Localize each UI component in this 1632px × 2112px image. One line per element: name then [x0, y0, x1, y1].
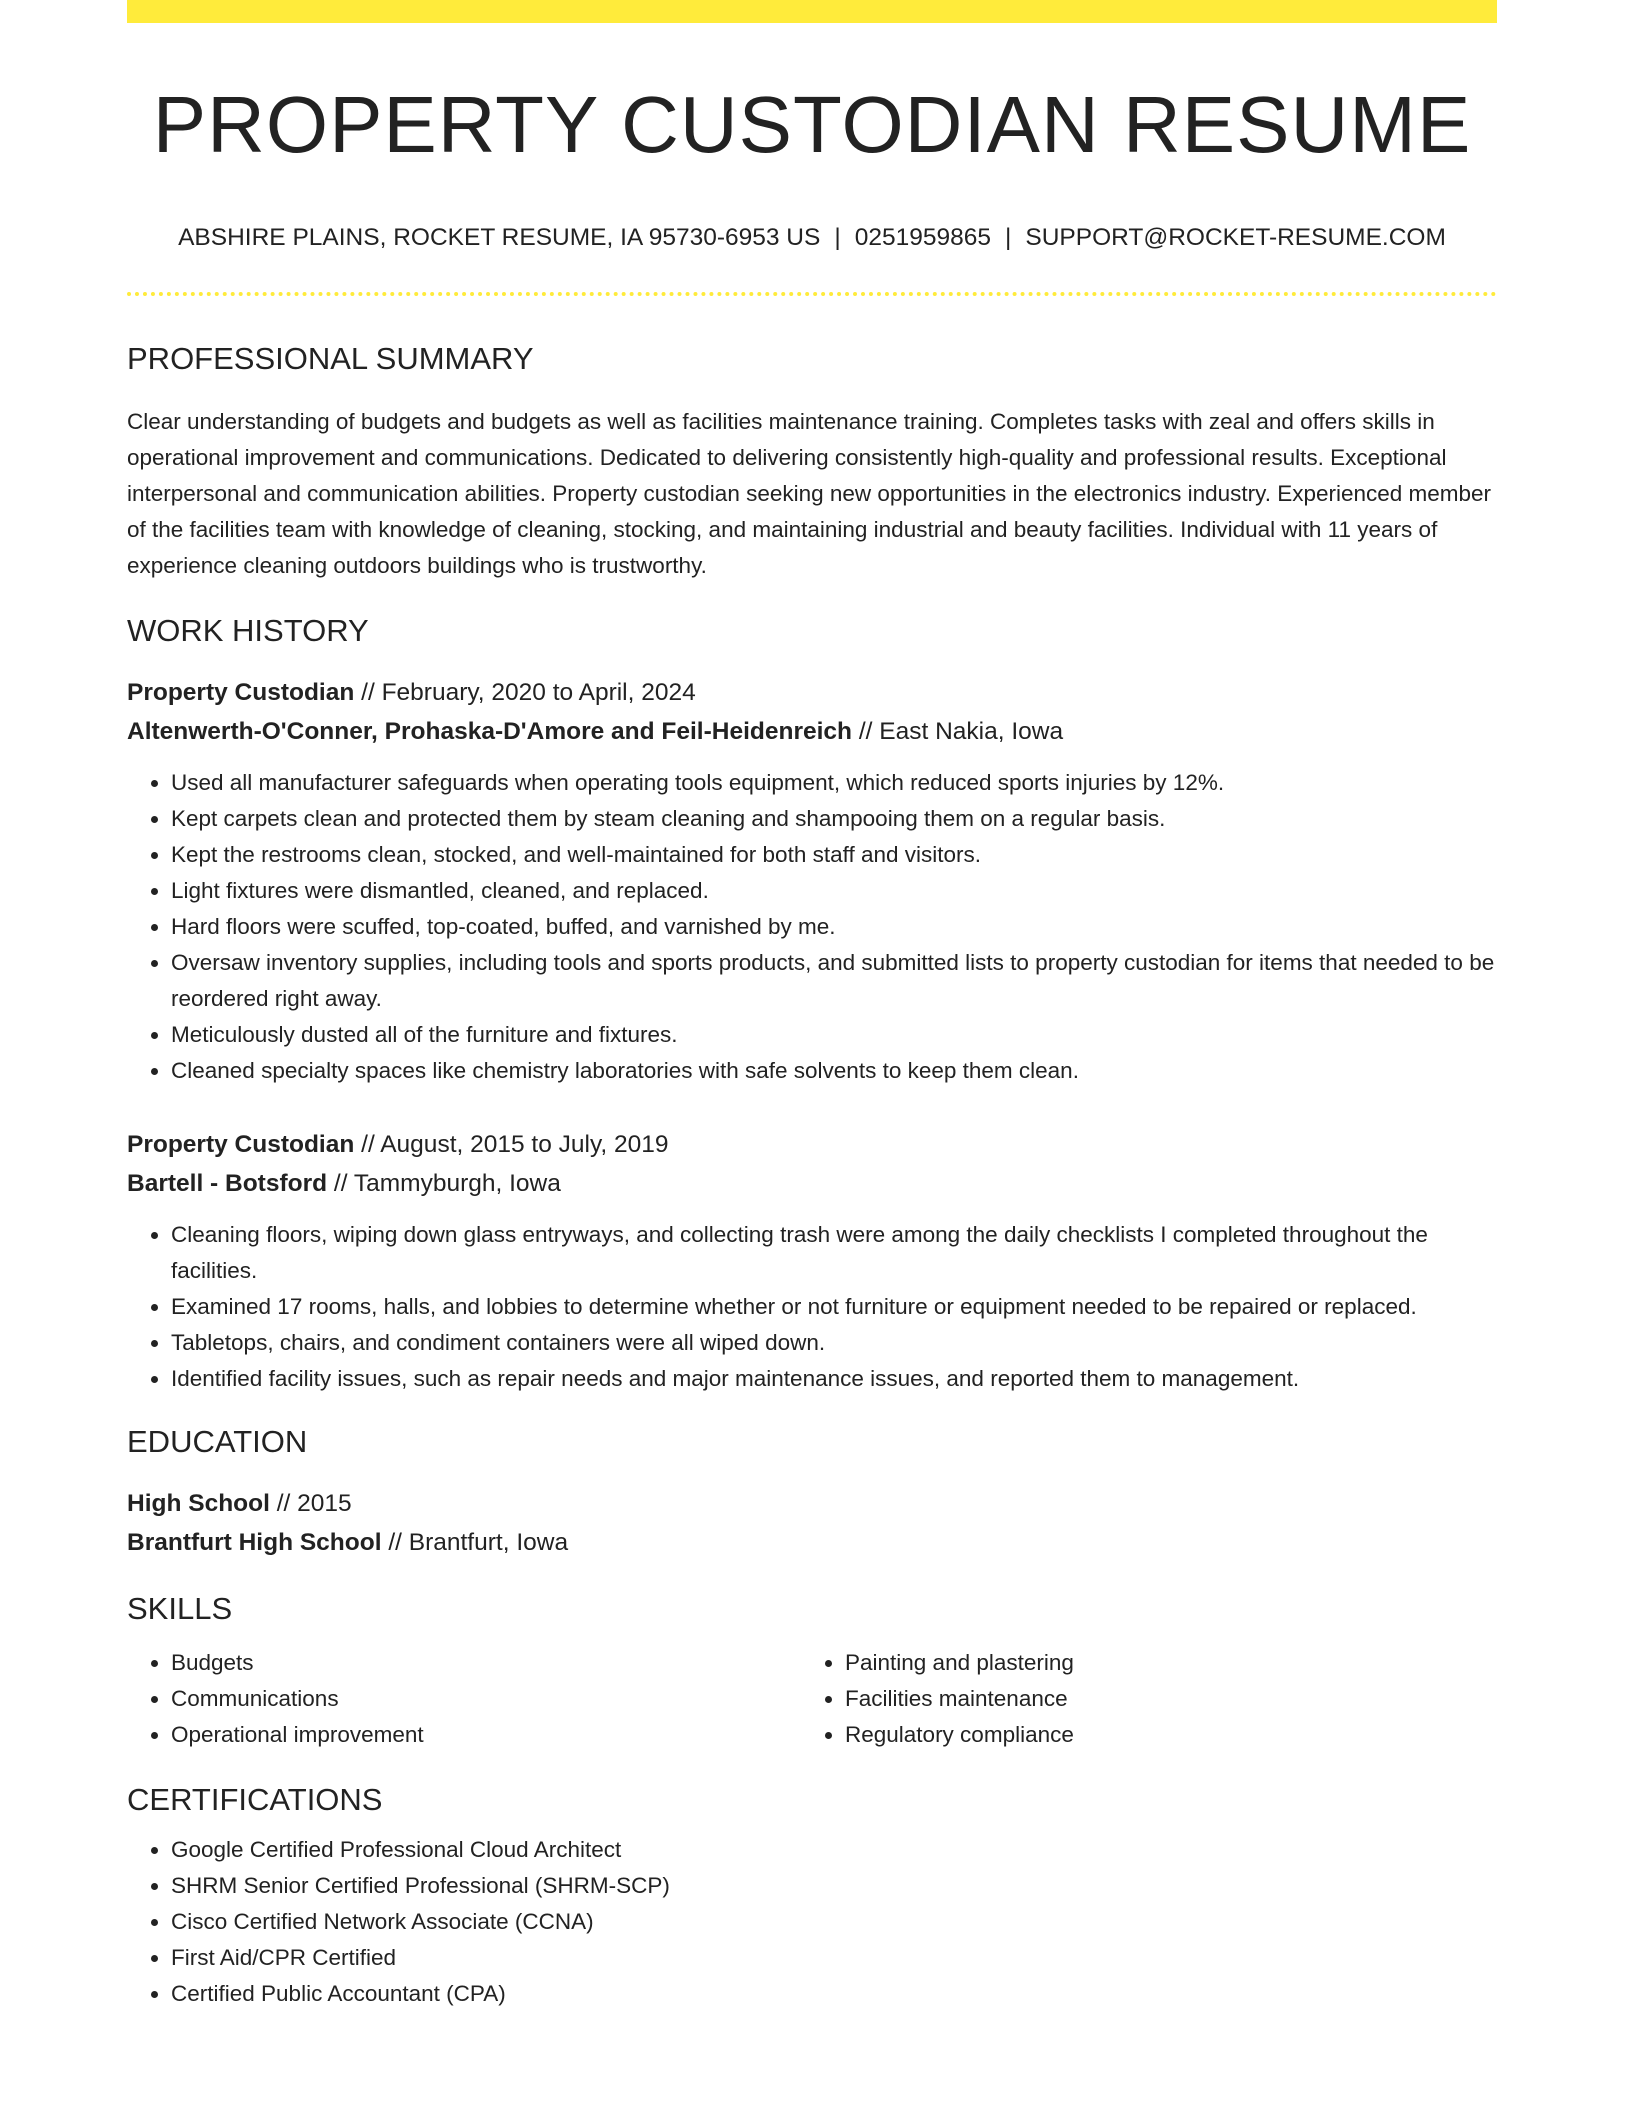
- job-company-line: [127, 712, 1497, 751]
- list-item: • Tabletops, chairs, and condiment containers were all wiped down.: [171, 1325, 1497, 1361]
- skills-left-column: [127, 1645, 801, 1753]
- list-item: • Used all manufacturer safeguards when operating tools equipment, which reduced sports injuries by 12%.: [171, 765, 1497, 801]
- list-item: • Kept carpets clean and protected them by steam cleaning and shampooing them on a regular basis.: [171, 801, 1497, 837]
- contact-email[interactable]: SUPPORT@ROCKET-RESUME.COM: [1025, 224, 1446, 251]
- list-item: • Oversaw inventory supplies, including tools and sports products, and submitted lists to property custodian for items that needed to be reordered right away.: [171, 945, 1497, 1017]
- job-location: // East Nakia, Iowa: [852, 717, 1064, 745]
- job-role: Property Custodian: [127, 678, 355, 706]
- list-item: • Kept the restrooms clean, stocked, and well-maintained for both staff and visitors.: [171, 837, 1497, 873]
- job-entry: [127, 1125, 1497, 1397]
- list-item: • Communications: [171, 1681, 801, 1717]
- job-role: Property Custodian: [127, 1130, 355, 1158]
- job-company-line: [127, 1164, 1497, 1203]
- list-item: • SHRM Senior Certified Professional (SHRM-SCP): [171, 1868, 1497, 1904]
- list-item: • Google Certified Professional Cloud Architect: [171, 1832, 1497, 1868]
- contact-separator: |: [834, 224, 841, 251]
- skills-list: [127, 1645, 1497, 1753]
- contact-address: ABSHIRE PLAINS, ROCKET RESUME, IA 95730-6953 US: [178, 224, 821, 251]
- list-item: • Cleaning floors, wiping down glass entryways, and collecting trash were among the daily checklists I completed throughout the facilities.: [171, 1217, 1497, 1289]
- job-dates: // August, 2015 to July, 2019: [354, 1130, 669, 1158]
- job-company: Altenwerth-O'Conner, Prohaska-D'Amore and Feil-Heidenreich: [127, 717, 853, 745]
- list-item: • Light fixtures were dismantled, cleaned, and replaced.: [171, 873, 1497, 909]
- list-item: • Regulatory compliance: [845, 1717, 1485, 1753]
- education-entry: [127, 1484, 1497, 1562]
- certifications-heading: CERTIFICATIONS: [127, 1782, 383, 1818]
- resume-title: PROPERTY CUSTODIAN RESUME: [152, 80, 1472, 169]
- list-item: • Cleaned specialty spaces like chemistry laboratories with safe solvents to keep them clean.: [171, 1053, 1497, 1089]
- education-year: // 2015: [269, 1489, 352, 1517]
- education-degree: High School: [127, 1489, 270, 1517]
- work-history-heading: WORK HISTORY: [127, 612, 369, 648]
- list-item: • First Aid/CPR Certified: [171, 1940, 1497, 1976]
- dotted-divider: [127, 292, 1497, 296]
- skills-heading: SKILLS: [127, 1590, 233, 1626]
- list-item: • Cisco Certified Network Associate (CCNA): [171, 1904, 1497, 1940]
- education-location: // Brantfurt, Iowa: [381, 1528, 569, 1556]
- list-item: • Hard floors were scuffed, top-coated, buffed, and varnished by me.: [171, 909, 1497, 945]
- job-bullets: [127, 765, 1497, 1089]
- skills-right-column: [801, 1645, 1485, 1753]
- list-item: • Certified Public Accountant (CPA): [171, 1976, 1497, 2012]
- education-school: Brantfurt High School: [127, 1528, 382, 1556]
- contact-line: [127, 223, 1497, 252]
- list-item: • Operational improvement: [171, 1717, 801, 1753]
- accent-top-bar: [127, 0, 1497, 23]
- job-entry: [127, 673, 1497, 1089]
- list-item: • Painting and plastering: [845, 1645, 1485, 1681]
- list-item: • Identified facility issues, such as repair needs and major maintenance issues, and reported them to management.: [171, 1361, 1497, 1397]
- job-dates: // February, 2020 to April, 2024: [354, 678, 696, 706]
- list-item: • Budgets: [171, 1645, 801, 1681]
- education-heading: EDUCATION: [127, 1423, 308, 1459]
- education-school-line: [127, 1523, 1497, 1562]
- summary-heading: PROFESSIONAL SUMMARY: [127, 341, 534, 377]
- education-degree-line: [127, 1484, 1497, 1523]
- resume-page: [127, 0, 1497, 2012]
- contact-phone[interactable]: 0251959865: [854, 224, 991, 251]
- list-item: • Meticulously dusted all of the furniture and fixtures.: [171, 1017, 1497, 1053]
- job-role-line: [127, 1125, 1497, 1164]
- list-item: • Facilities maintenance: [845, 1681, 1485, 1717]
- job-location: // Tammyburgh, Iowa: [327, 1169, 561, 1197]
- certifications-list: [127, 1832, 1497, 2012]
- job-bullets: [127, 1217, 1497, 1397]
- summary-text: Clear understanding of budgets and budgets as well as facilities maintenance training. Completes tasks with zeal and offers skills in operational improvement and communications. Dedicated to delivering consistently high-quality and professional results. Exceptional interpersonal and communication abilities. Property custodian seeking new opportunities in the electronics industry. Experienced member of the facilities team with knowledge of cleaning, stocking, and maintaining industrial and beauty facilities. Individual with 11 years of experience cleaning outdoors buildings who is trustworthy.: [127, 408, 1492, 578]
- contact-separator: |: [1004, 224, 1012, 251]
- list-item: • Examined 17 rooms, halls, and lobbies to determine whether or not furniture or equipment needed to be repaired or replaced.: [171, 1289, 1497, 1325]
- job-role-line: [127, 673, 1497, 712]
- job-company: Bartell - Botsford: [127, 1169, 328, 1197]
